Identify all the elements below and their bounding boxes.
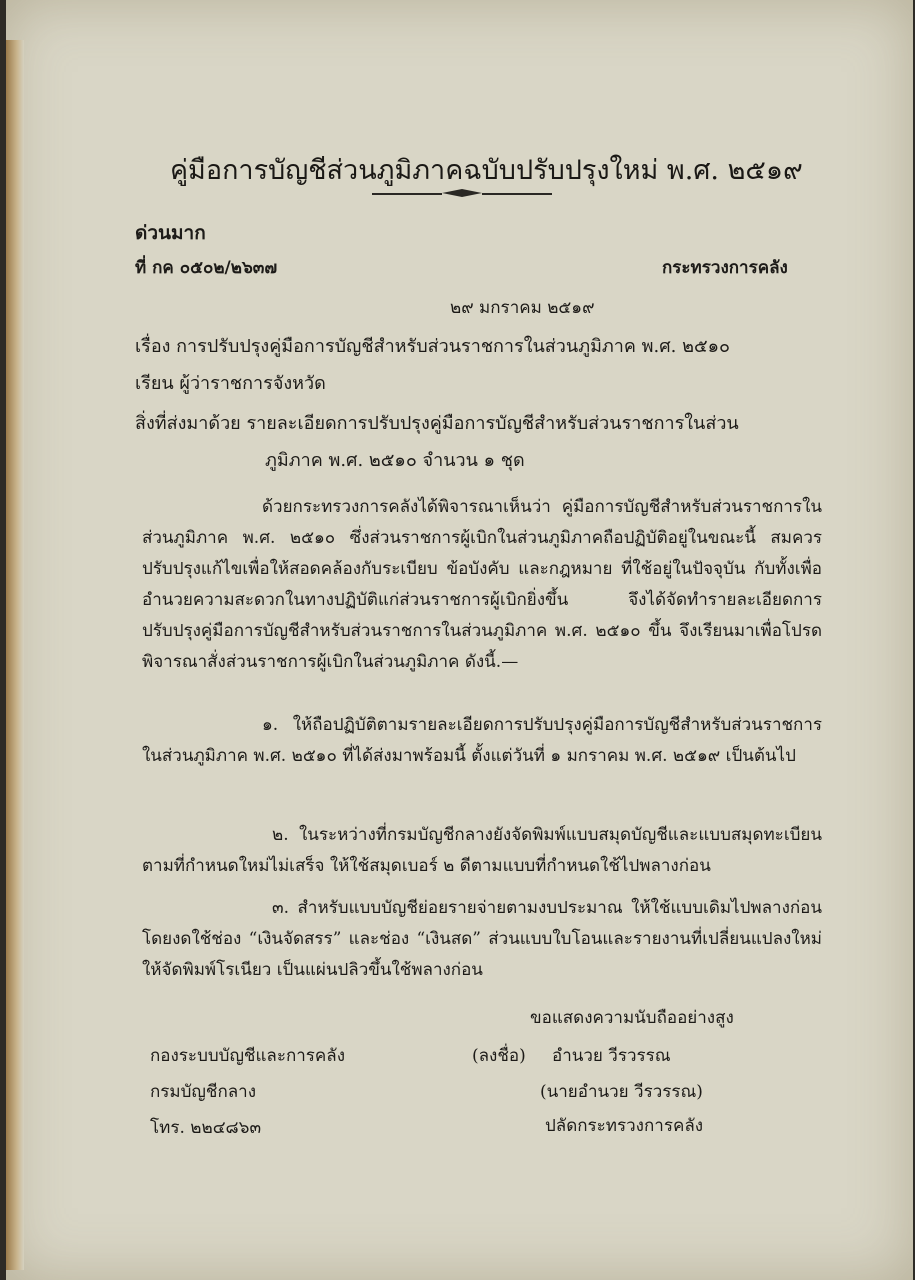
title-ornament: [372, 192, 552, 196]
document-title: คู่มือการบัญชีส่วนภูมิภาคฉบับปรับปรุงใหม่ พ.ศ. ๒๕๑๙: [170, 155, 803, 186]
signed-label: (ลงชื่อ): [472, 1046, 526, 1066]
item-3-paragraph: ๓. สำหรับแบบบัญชีย่อยรายจ่ายตามงบประมาณ ให้ใช้แบบเดิมไปพลางก่อนโดยงดใช้ช่อง “เงินจัดสรร” และช่อง “เงินสด” ส่วนแบบใบโอนและรายงานที่เปลี่ยนแปลงใหม่ให้จัดพิมพ์โรเนียว เป็นแผ่นปลิวขึ้นใช้พลางก่อน: [142, 898, 822, 980]
letter-date: ๒๙ มกราคม ๒๕๑๙: [450, 298, 595, 318]
subject-line: เรื่อง การปรับปรุงคู่มือการบัญชีสำหรับส่วนราชการในส่วนภูมิภาค พ.ศ. ๒๕๑๐: [135, 336, 731, 357]
enclosure-line-1: สิ่งที่ส่งมาด้วย รายละเอียดการปรับปรุงคู่มือการบัญชีสำหรับส่วนราชการในส่วน: [135, 413, 739, 434]
signer-full-name: (นายอำนวย วีรวรรณ): [540, 1082, 703, 1102]
department-2: กรมบัญชีกลาง: [150, 1082, 257, 1102]
phone-number: โทร. ๒๒๔๘๖๓: [150, 1118, 262, 1138]
binding-edge: [6, 40, 24, 1270]
reference-number: ที่ กค ๐๕๐๒/๒๖๓๗: [135, 258, 278, 278]
urgency-label: ด่วนมาก: [135, 222, 206, 244]
signature-name: อำนวย วีรวรรณ: [552, 1046, 671, 1066]
addressee-line: เรียน ผู้ว่าราชการจังหวัด: [135, 373, 326, 394]
signer-position: ปลัดกระทรวงการคลัง: [545, 1116, 704, 1136]
closing-line: ขอแสดงความนับถืออย่างสูง: [530, 1008, 734, 1028]
item-1-paragraph: ๑. ให้ถือปฏิบัติตามรายละเอียดการปรับปรุงคู่มือการบัญชีสำหรับส่วนราชการในส่วนภูมิภาค พ.ศ. ๒๕๑๐ ที่ได้ส่งมาพร้อมนี้ ตั้งแต่วันที่ ๑ มกราคม พ.ศ. ๒๕๑๙ เป็นต้นไป: [142, 715, 822, 766]
enclosure-line-2: ภูมิภาค พ.ศ. ๒๕๑๐ จำนวน ๑ ชุด: [265, 450, 525, 471]
department-1: กองระบบบัญชีและการคลัง: [150, 1046, 346, 1066]
item-2-paragraph: ๒. ในระหว่างที่กรมบัญชีกลางยังจัดพิมพ์แบบสมุดบัญชีและแบบสมุดทะเบียนตามที่กำหนดใหม่ไม่เสร็จ ให้ใช้สมุดเบอร์ ๒ ดีตามแบบที่กำหนดใช้ไปพลางก่อน: [142, 825, 822, 876]
ministry-name: กระทรวงการคลัง: [662, 258, 788, 278]
intro-paragraph: ด้วยกระทรวงการคลังได้พิจารณาเห็นว่า คู่มือการบัญชีสำหรับส่วนราชการในส่วนภูมิภาค พ.ศ. ๒๕๑๐ ซึ่งส่วนราชการผู้เบิกในส่วนภูมิภาคถือปฏิบัติอยู่ในขณะนี้ สมควรปรับปรุงแก้ไขเพื่อให้สอดคล้องกับระเบียบ ข้อบังคับ และกฎหมาย ที่ใช้อยู่ในปัจจุบัน กับทั้งเพื่ออำนวยความสะดวกในทางปฏิบัติแก่ส่วนราชการผู้เบิกยิ่งขึ้น จึงได้จัดทำรายละเอียดการปรับปรุงคู่มือการบัญชีสำหรับส่วนราชการในส่วนภูมิภาค พ.ศ. ๒๕๑๐ ขึ้น จึงเรียนมาเพื่อโปรดพิจารณาสั่งส่วนราชการผู้เบิกในส่วนภูมิภาค ดังนี้.—: [142, 497, 822, 672]
